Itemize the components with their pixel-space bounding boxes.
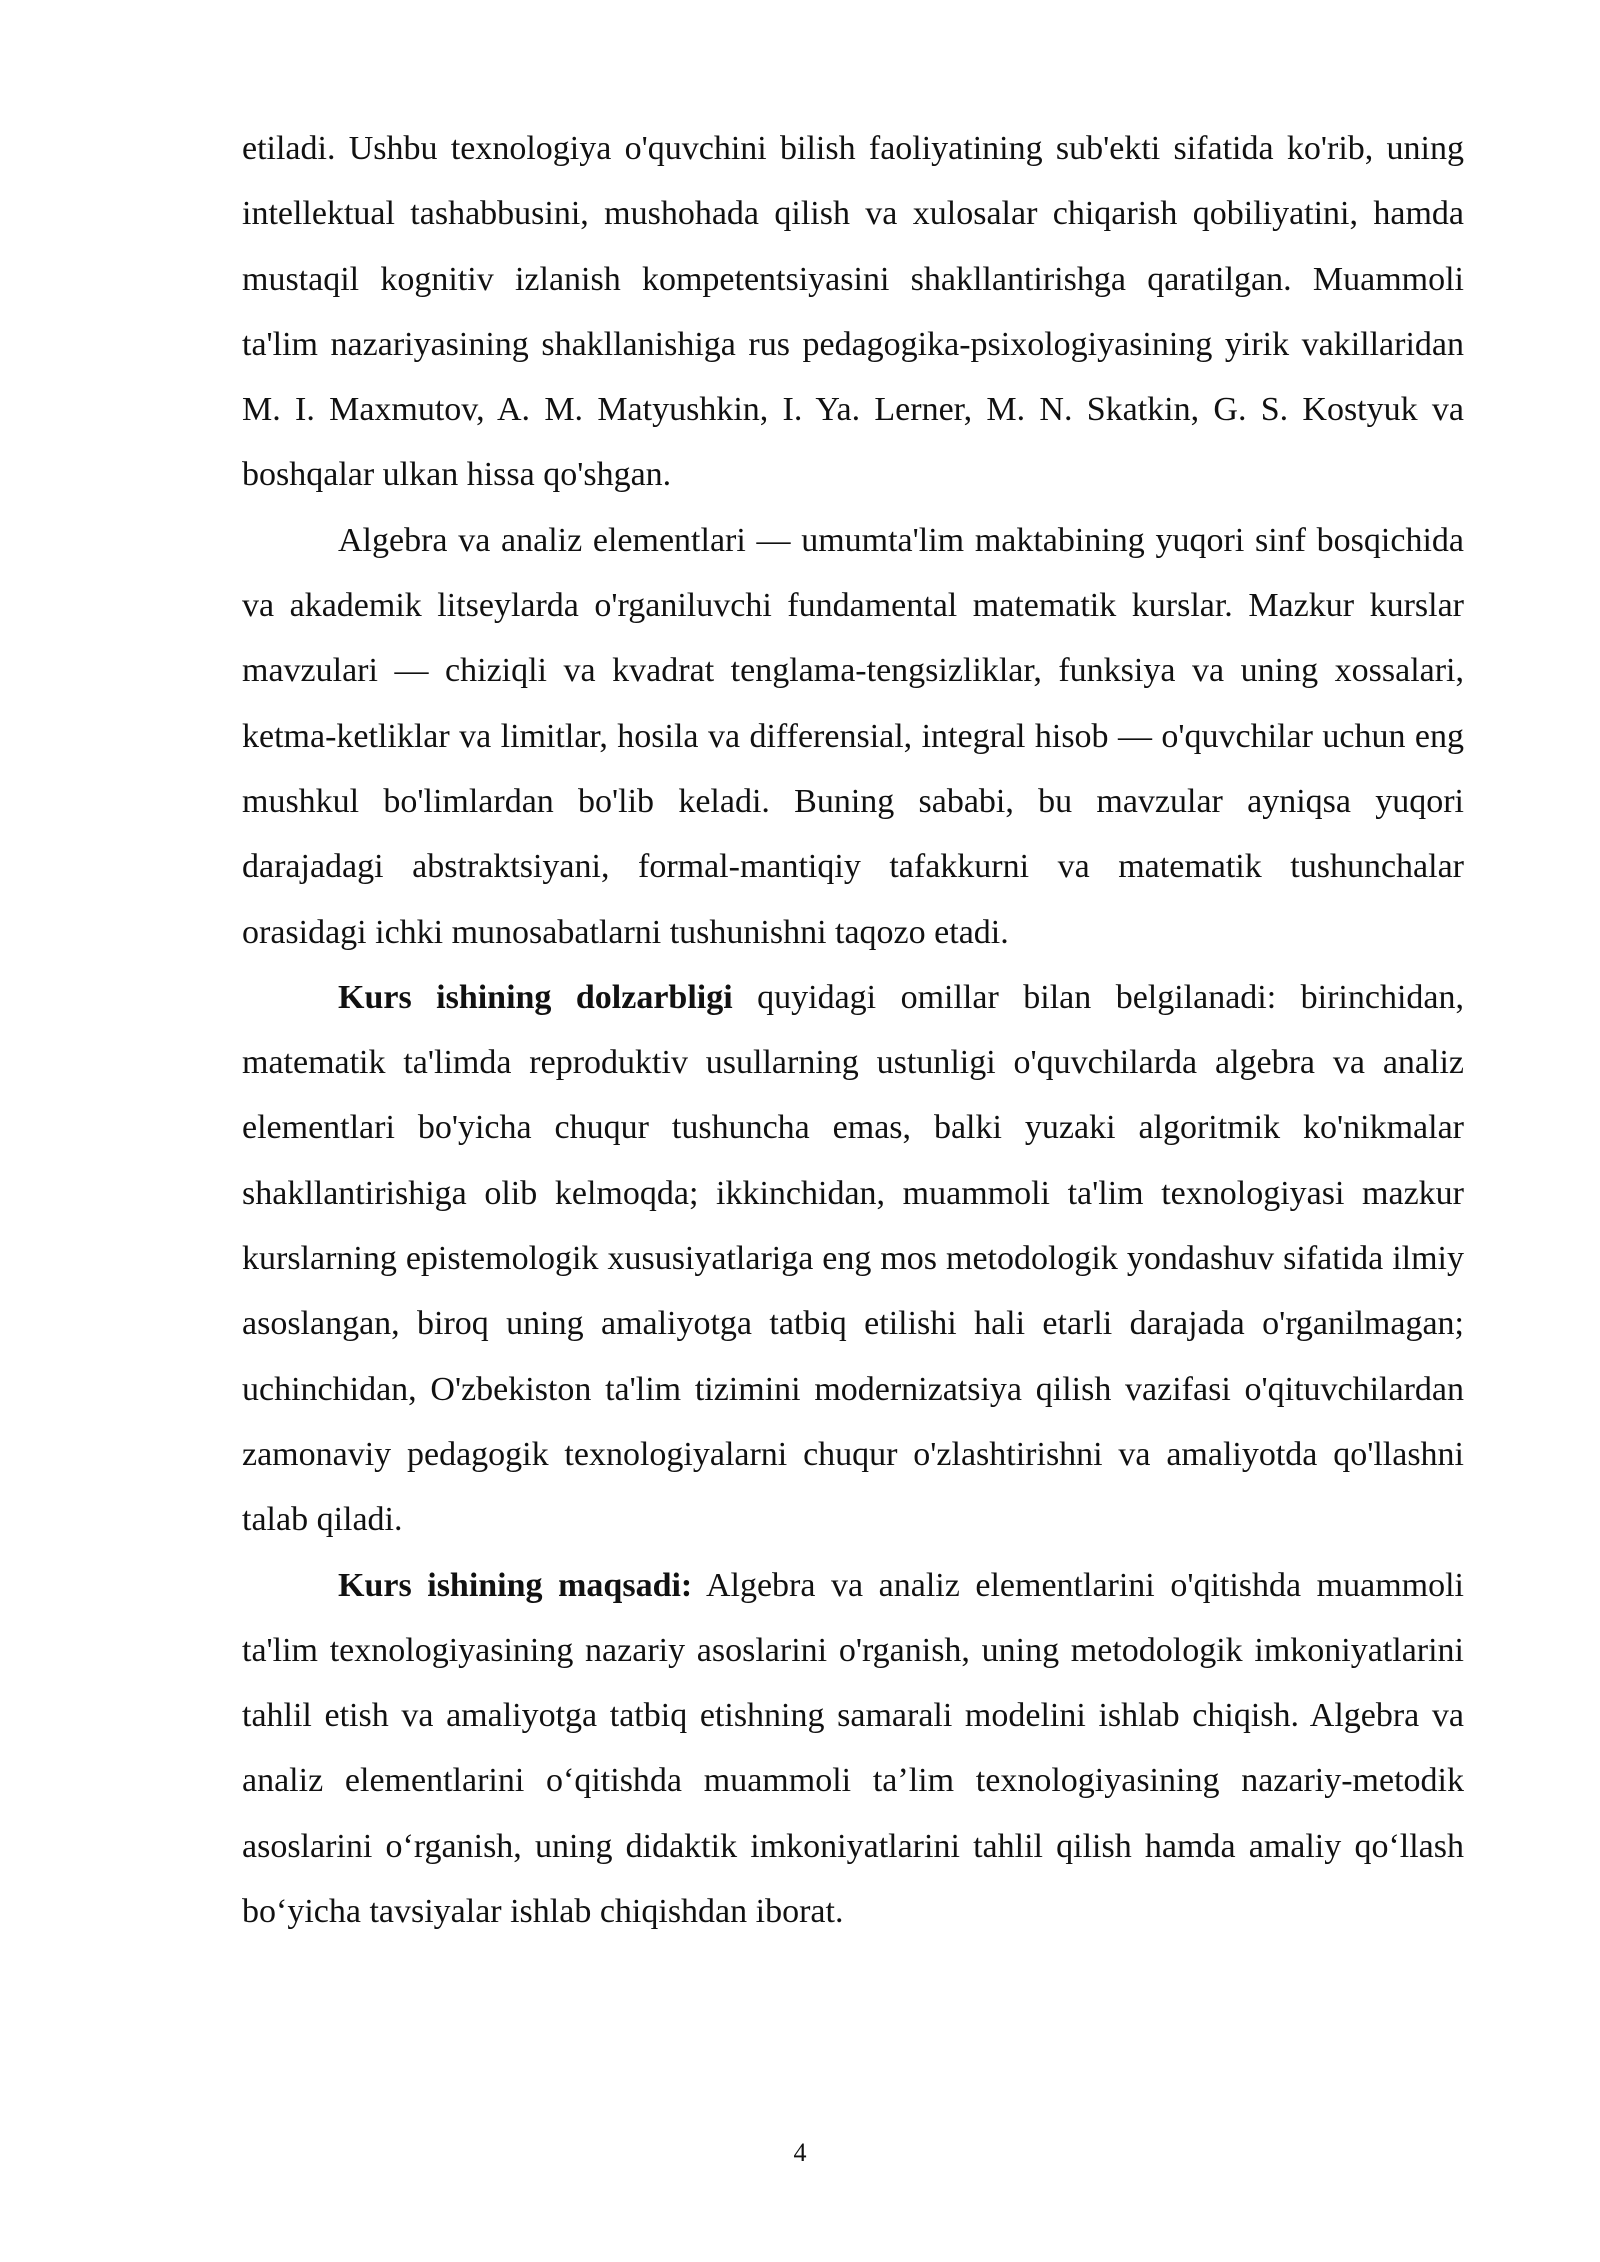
body-text [242, 116, 1464, 1944]
paragraph-2 [242, 508, 1464, 965]
paragraph-2-text: Algebra va analiz elementlari — umumta'lim maktabining yuqori sinf bosqichida va akademik litseylarda o'rganiluvchi fundamental matematik kurslar. Mazkur kurslar mavzulari — chiziqli va kvadrat tenglama-tengsizliklar, funksiya va uning xossalari, ketma-ketliklar va limitlar, hosila va differensial, integral hisob — o'quvchilar uchun eng mushkul bo'limlardan bo'lib keladi. Buning sababi, bu mavzular ayniqsa yuqori darajadagi abstraktsiyani, formal-mantiqiy tafakkurni va matematik tushunchalar orasidagi ichki munosabatlarni tushunishni taqozo etadi. [242, 521, 1464, 951]
page-number: 4 [793, 2138, 807, 2167]
paragraph-3-lead: Kurs ishining dolzarbligi [338, 978, 733, 1016]
paragraph-4 [242, 1553, 1464, 1945]
paragraph-4-lead: Kurs ishining maqsadi: [338, 1566, 693, 1604]
paragraph-1-text: etiladi. Ushbu texnologiya o'quvchini bilish faoliyatining sub'ekti sifatida ko'rib, uning intellektual tashabbusini, mushohada qilish va xulosalar chiqarish qobiliyatini, hamda mustaqil kognitiv izlanish kompetentsiyasini shakllantirishga qaratilgan. Muammoli ta'lim nazariyasining shakllanishiga rus pedagogika-psixologiyasining yirik vakillaridan M. I. Maxmutov, A. M. Matyushkin, I. Ya. Lerner, M. N. Skatkin, G. S. Kostyuk va boshqalar ulkan hissa qo'shgan. [242, 130, 1464, 494]
paragraph-4-text: Algebra va analiz elementlarini o'qitishda muammoli ta'lim texnologiyasining nazariy asoslarini o'rganish, uning metodologik imkoniyatlarini tahlil etish va amaliyotga tatbiq etishning samarali modelini ishlab chiqish. Algebra va analiz elementlarini oʻqitishda muammoli taʼlim texnologiyasining nazariy-metodik asoslarini oʻrganish, uning didaktik imkoniyatlarini tahlil qilish hamda amaliy qoʻllash boʻyicha tavsiyalar ishlab chiqishdan iborat. [242, 1566, 1464, 1931]
paragraph-3 [242, 965, 1464, 1553]
paragraph-3-text: quyidagi omillar bilan belgilanadi: birinchidan, matematik ta'limda reproduktiv usullarning ustunligi o'quvchilarda algebra va analiz elementlari bo'yicha chuqur tushuncha emas, balki yuzaki algoritmik ko'nikmalar shakllantirishiga olib kelmoqda; ikkinchidan, muammoli ta'lim texnologiyasi mazkur kurslarning epistemologik xususiyatlariga eng mos metodologik yondashuv sifatida ilmiy asoslangan, biroq uning amaliyotga tatbiq etilishi hali etarli darajada o'rganilmagan; uchinchidan, O'zbekiston ta'lim tizimini modernizatsiya qilish vazifasi o'qituvchilardan zamonaviy pedagogik texnologiyalarni chuqur o'zlashtirishni va amaliyotda qo'llashni talab qiladi. [242, 978, 1464, 1539]
paragraph-1 [242, 116, 1464, 508]
